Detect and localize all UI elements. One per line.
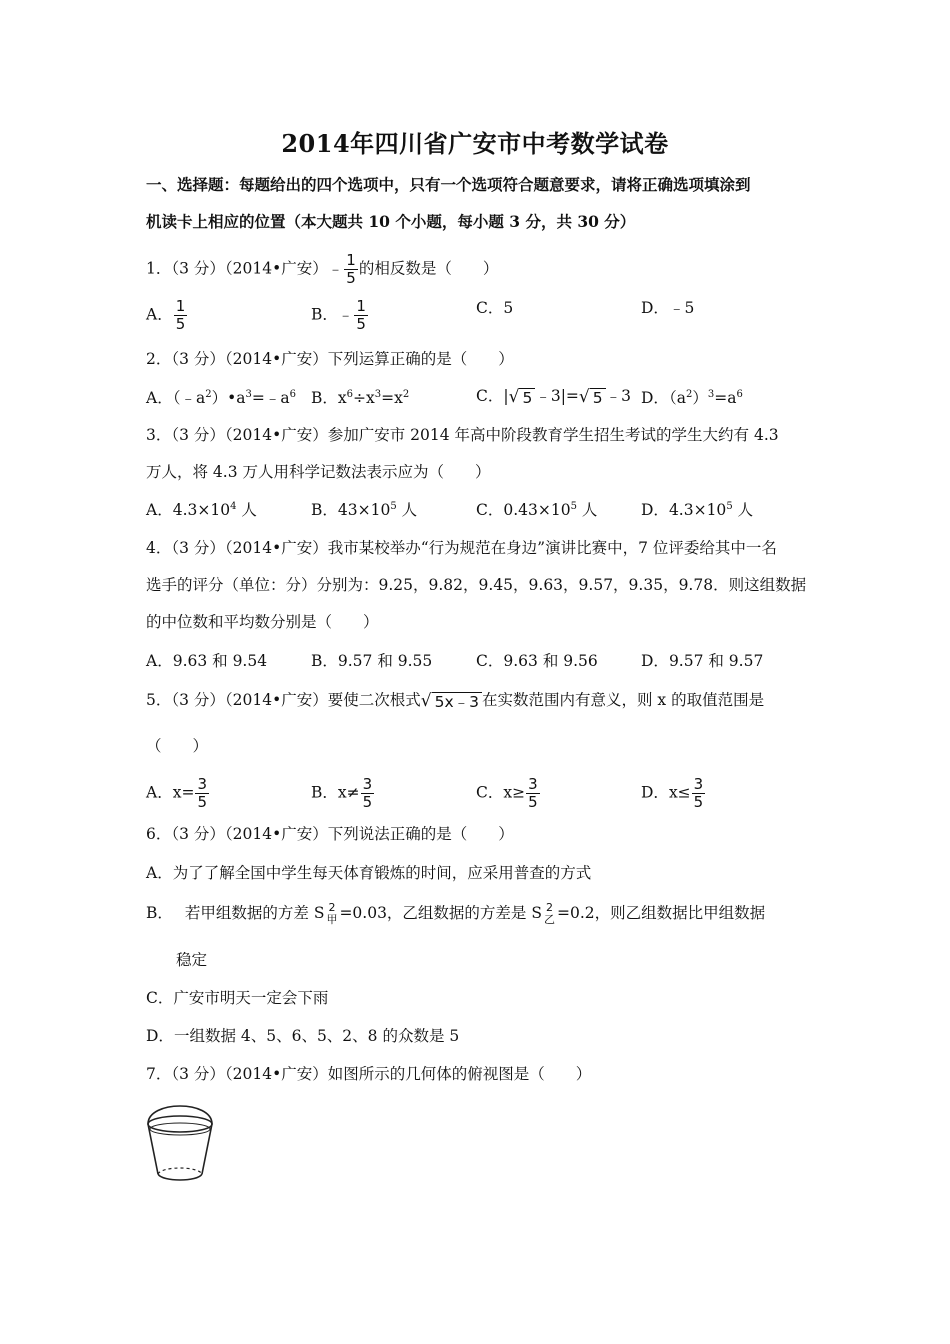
- q1-suffix: 的相反数是（ ）: [358, 259, 499, 278]
- q2-d-label: D．: [641, 389, 669, 407]
- q3-b-p2: 人: [396, 501, 418, 519]
- q5-d-fraction: [692, 776, 706, 811]
- q1-a-den: 5: [175, 315, 186, 333]
- q6-b-p3: =0.2，则乙组数据比甲组数据: [556, 904, 766, 922]
- q1-minus: ﹣: [327, 259, 344, 278]
- q4-option-a: [146, 651, 267, 671]
- q5-c-num: 3: [528, 775, 538, 793]
- q2-option-b: [311, 388, 409, 408]
- q2-b-e1: 6: [346, 389, 354, 400]
- q2-d-p2: ）: [692, 389, 708, 407]
- q2-c-label: C．: [476, 387, 504, 405]
- q1-a-num: 1: [175, 297, 186, 315]
- q2-d-p1: （a: [668, 389, 686, 407]
- q4-a-label: A．: [146, 652, 173, 670]
- q5-b-label: B．: [311, 783, 338, 802]
- q5-d-num: 3: [693, 775, 704, 793]
- q5-b-fraction: [361, 776, 375, 811]
- q2-b-p2: ÷x: [353, 389, 375, 407]
- q4-option-b: [311, 651, 432, 671]
- sqrt-sign-icon: √: [420, 691, 432, 711]
- q3-c-label: C．: [476, 501, 504, 519]
- question-4-line2: 选手的评分（单位：分）分别为：9.25，9.82，9.45，9.63，9.57，9.35，9.78．则这组数据: [146, 576, 807, 594]
- q5-option-b: [311, 776, 375, 811]
- q2-a-label: A．: [146, 389, 173, 407]
- q2-a-p1: （﹣a: [172, 389, 206, 407]
- q1-option-b-fraction: [354, 298, 368, 333]
- q2-c-sqrt-2: [579, 387, 606, 407]
- q5-a-num: 3: [197, 775, 207, 793]
- q3-a-label: A．: [146, 501, 173, 519]
- q5-b-rel: x≠: [337, 783, 360, 802]
- q2-d-e2: 3: [707, 389, 715, 400]
- q5-prefix: 5．（3 分）（2014•广安）要使二次根式: [146, 691, 421, 709]
- question-1: [146, 252, 498, 287]
- q3-d-label: D．: [641, 501, 669, 519]
- question-7: 7．（3 分）（2014•广安）如图所示的几何体的俯视图是（ ）: [146, 1065, 592, 1083]
- q3-b-e1: 5: [390, 501, 397, 512]
- q1-option-b-label: B．: [311, 305, 338, 324]
- q6-option-d: [146, 1026, 459, 1046]
- q6-b-s2-sup: 2: [545, 901, 553, 914]
- q1-fraction: [344, 252, 358, 287]
- q3-d-p1: 4.3×10: [668, 501, 727, 519]
- q2-option-d: [641, 388, 743, 408]
- q3-b-p1: 43×10: [337, 501, 391, 519]
- question-5-line2: （ ）: [146, 737, 209, 755]
- q5-c-den: 5: [528, 793, 538, 811]
- sqrt-sign-icon: √: [578, 387, 590, 407]
- q6-d-label: D．: [146, 1027, 174, 1045]
- q5-d-label: D．: [641, 783, 669, 802]
- q5-b-num: 3: [362, 775, 373, 793]
- q1-option-d-text: ﹣5: [668, 299, 695, 317]
- q1-option-a-fraction: [174, 298, 188, 333]
- q3-d-e1: 5: [726, 501, 733, 512]
- q3-option-b: [311, 500, 417, 520]
- q2-b-p1: x: [337, 389, 347, 407]
- q1-option-d: [641, 298, 694, 318]
- q1-b-den: 5: [356, 315, 366, 333]
- q2-d-e3: 6: [736, 389, 743, 400]
- sqrt-sign-icon: √: [508, 387, 520, 407]
- question-4-line3: 的中位数和平均数分别是（ ）: [146, 613, 379, 631]
- q2-c-radicand-1: 5: [519, 388, 535, 407]
- q1-b-num: 1: [356, 297, 366, 315]
- q6-b-label: B．: [146, 904, 173, 922]
- q2-a-e2: 3: [245, 389, 252, 400]
- q5-a-fraction: [195, 776, 209, 811]
- q5-c-fraction: [526, 776, 540, 811]
- q2-a-p3: =﹣a: [251, 389, 290, 407]
- q5-option-a: [146, 776, 210, 811]
- q3-b-label: B．: [311, 501, 338, 519]
- bucket-solid-figure: [140, 1096, 220, 1188]
- q6-b-s1-sup: 2: [328, 901, 336, 914]
- q5-a-rel: x=: [172, 783, 195, 802]
- question-3-line1: 3．（3 分）（2014•广安）参加广安市 2014 年高中阶段教育学生招生考试的学生大约有 4.3: [146, 426, 779, 444]
- q1-b-minus: ﹣: [337, 305, 354, 324]
- q1-option-a-label: A．: [146, 305, 173, 324]
- q3-a-e1: 4: [230, 501, 237, 512]
- q2-b-e3: 2: [402, 389, 410, 400]
- q3-a-p1: 4.3×10: [172, 501, 231, 519]
- q3-d-p2: 人: [732, 501, 754, 519]
- q5-c-label: C．: [476, 783, 504, 802]
- q2-d-e1: 2: [685, 389, 693, 400]
- q6-b-p1: 若甲组数据的方差 S: [184, 904, 325, 922]
- q2-b-p3: =x: [381, 389, 403, 407]
- q1-option-a: [146, 298, 188, 333]
- q1-prefix: 1．（3 分）（2014•广安）: [146, 259, 328, 278]
- q6-c-text: 广安市明天一定会下雨: [173, 989, 329, 1007]
- q5-option-c: [476, 776, 541, 811]
- section-instructions-line1: 一、选择题：每题给出的四个选项中，只有一个选项符合题意要求，请将正确选项填涂到: [146, 175, 751, 194]
- q6-b-variance-sym-2: [544, 902, 555, 926]
- question-6: 6．（3 分）（2014•广安）下列说法正确的是（ ）: [146, 825, 514, 843]
- q1-fraction-den: 5: [346, 269, 356, 287]
- q2-option-a: [146, 388, 296, 408]
- q3-a-p2: 人: [236, 501, 257, 519]
- q6-option-a: [146, 863, 591, 883]
- q1-fraction-num: 1: [346, 251, 356, 269]
- q5-d-rel: x≤: [668, 783, 691, 802]
- q2-c-sqrt-1: [509, 387, 536, 407]
- q2-b-label: B．: [311, 389, 338, 407]
- q2-c-p3: ﹣3: [605, 387, 631, 405]
- q6-a-text: 为了了解全国中学生每天体育锻炼的时间，应采用普查的方式: [172, 864, 592, 882]
- q6-c-label: C．: [146, 989, 174, 1007]
- q6-option-c: [146, 988, 328, 1008]
- q5-b-den: 5: [362, 793, 373, 811]
- q6-b-s2-sub: 乙: [543, 913, 555, 926]
- q4-option-d: [641, 651, 763, 671]
- q6-option-b-line2: 稳定: [176, 951, 208, 969]
- q4-b-text: 9.57 和 9.55: [337, 652, 433, 670]
- bucket-icon: [140, 1096, 220, 1184]
- q6-a-label: A．: [146, 864, 173, 882]
- q2-c-p2: ﹣3|=: [535, 387, 579, 405]
- page-title: 2014年四川省广安市中考数学试卷: [281, 129, 669, 158]
- q5-sqrt: [421, 691, 482, 711]
- q6-d-text: 一组数据 4、5、6、5、2、8 的众数是 5: [173, 1027, 460, 1045]
- q4-b-label: B．: [311, 652, 338, 670]
- q3-c-p2: 人: [576, 501, 598, 519]
- q4-d-text: 9.57 和 9.57: [668, 652, 764, 670]
- q5-option-d: [641, 776, 706, 811]
- q1-option-b: [311, 298, 369, 333]
- q1-option-c-label: C．: [476, 299, 504, 317]
- q3-option-c: [476, 500, 597, 520]
- q5-a-den: 5: [197, 793, 207, 811]
- q5-radicand: 5x﹣3: [432, 692, 482, 711]
- question-2: 2．（3 分）（2014•广安）下列运算正确的是（ ）: [146, 350, 514, 368]
- q6-b-s1-sub: 甲: [326, 913, 338, 926]
- q4-c-text: 9.63 和 9.56: [503, 652, 598, 670]
- q6-option-b: [146, 902, 765, 926]
- q5-d-den: 5: [693, 793, 704, 811]
- q2-a-p2: ）•a: [211, 389, 246, 407]
- q5-suffix: 在实数范围内有意义，则 x 的取值范围是: [482, 691, 765, 709]
- q2-option-c: [476, 386, 631, 407]
- q2-a-e1: 2: [205, 389, 212, 400]
- q4-c-label: C．: [476, 652, 504, 670]
- q1-option-c: [476, 298, 513, 318]
- q5-a-label: A．: [146, 783, 173, 802]
- q3-option-d: [641, 500, 753, 520]
- question-5-line1: [146, 690, 764, 711]
- q3-c-p1: 0.43×10: [503, 501, 571, 519]
- q2-a-e3: 6: [289, 389, 296, 400]
- q2-c-p1: |: [503, 387, 509, 405]
- q2-d-p3: =a: [714, 389, 737, 407]
- q2-b-e2: 3: [374, 389, 382, 400]
- question-3-line2: 万人，将 4.3 万人用科学记数法表示应为（ ）: [146, 463, 491, 481]
- q1-option-d-label: D．: [641, 299, 669, 317]
- section-instructions-line2: 机读卡上相应的位置（本大题共 10 个小题，每小题 3 分，共 30 分）: [146, 212, 636, 231]
- q4-d-label: D．: [641, 652, 669, 670]
- q3-c-e1: 5: [570, 501, 577, 512]
- q5-c-rel: x≥: [503, 783, 526, 802]
- question-4-line1: 4．（3 分）（2014•广安）我市某校举办“行为规范在身边”演讲比赛中，7 位评委给其中一名: [146, 539, 777, 557]
- q6-b-p2: =0.03，乙组数据的方差是 S: [339, 904, 542, 922]
- q3-option-a: [146, 500, 257, 520]
- q4-option-c: [476, 651, 598, 671]
- q4-a-text: 9.63 和 9.54: [172, 652, 268, 670]
- q2-c-radicand-2: 5: [590, 388, 606, 407]
- q6-b-variance-sym-1: [326, 902, 337, 926]
- q1-option-c-text: 5: [503, 299, 514, 317]
